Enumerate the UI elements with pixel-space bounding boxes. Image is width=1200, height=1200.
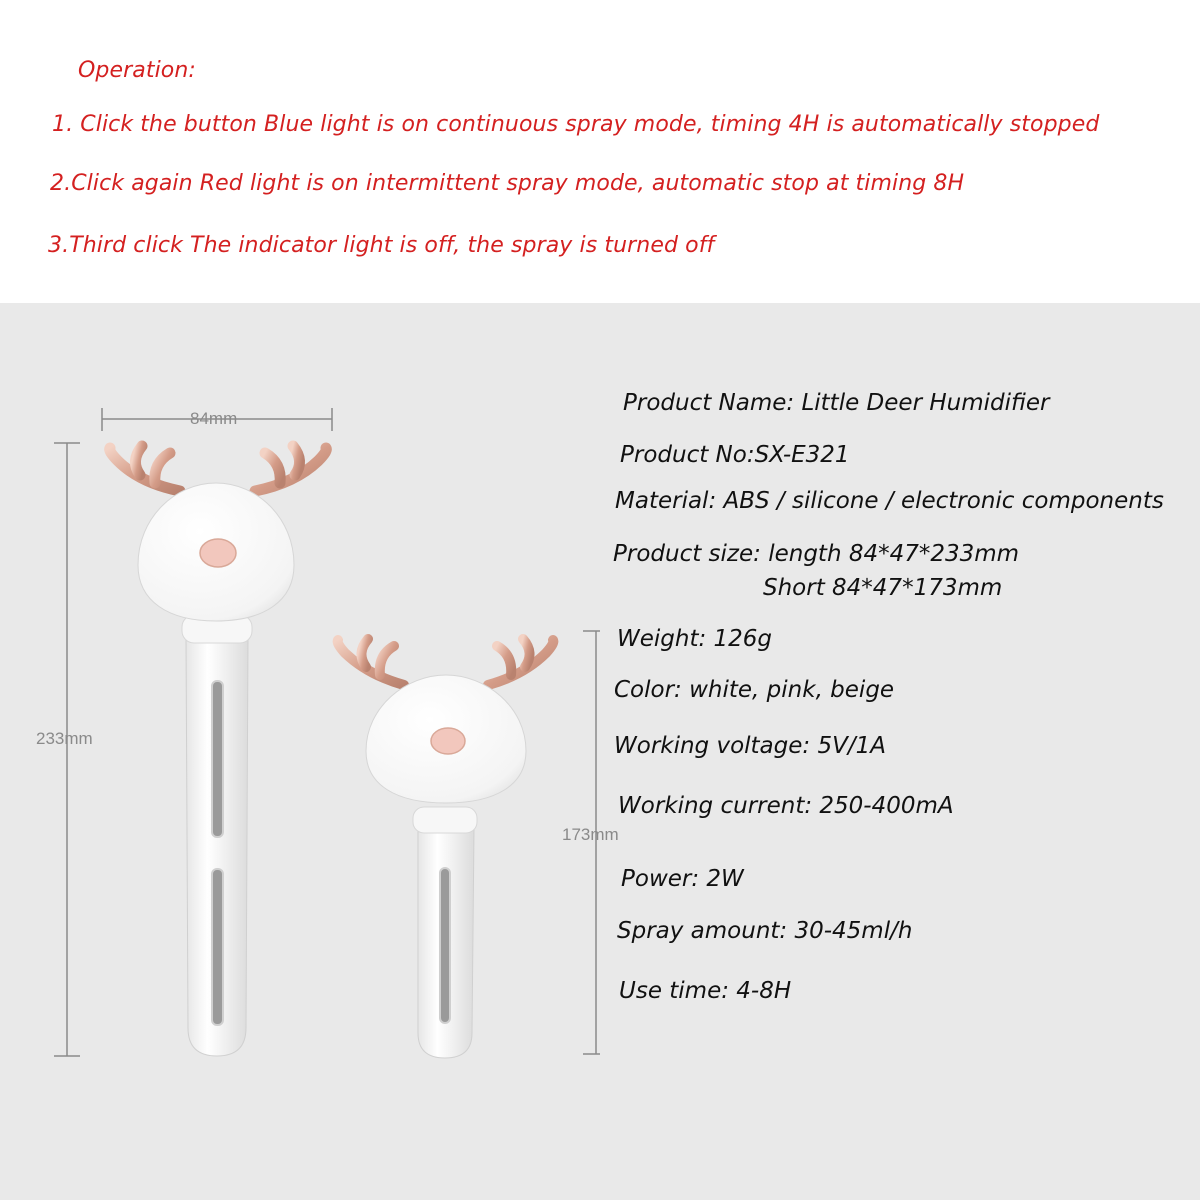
short-nose: [431, 728, 465, 754]
width-dimension-label: 84mm: [190, 409, 238, 428]
spec-current: Working current: 250-400mA: [618, 793, 954, 819]
operation-step-2: 2.Click again Red light is on intermittent spray mode, automatic stop at timing 8H: [50, 171, 965, 196]
spec-color: Color: white, pink, beige: [614, 677, 895, 703]
spec-size-short: Short 84*47*173mm: [763, 575, 1003, 601]
spec-power: Power: 2W: [621, 866, 744, 892]
product-illustration: [0, 303, 600, 1200]
tall-deer-humidifier: [110, 446, 327, 1056]
operation-heading: Operation:: [78, 58, 196, 83]
operation-step-3: 3.Third click The indicator light is off, the spray is turned off: [48, 233, 715, 258]
spec-product-name: Product Name: Little Deer Humidifier: [623, 390, 1050, 416]
tall-nose: [200, 539, 236, 567]
operation-panel: [0, 0, 1200, 303]
spec-use-time: Use time: 4-8H: [619, 978, 792, 1004]
tall-height-dimension: [54, 443, 80, 1056]
spec-spray: Spray amount: 30-45ml/h: [617, 918, 913, 944]
spec-weight: Weight: 126g: [617, 626, 773, 652]
spec-product-no: Product No:SX-E321: [620, 442, 850, 468]
short-deer-humidifier: [338, 639, 554, 1058]
spec-size-long: Product size: length 84*47*233mm: [613, 541, 1020, 567]
tall-height-label: 233mm: [36, 729, 93, 748]
operation-step-1: 1. Click the button Blue light is on continuous spray mode, timing 4H is automatically stopped: [52, 112, 1100, 137]
short-height-label: 173mm: [562, 825, 619, 844]
spec-voltage: Working voltage: 5V/1A: [614, 733, 886, 759]
spec-material: Material: ABS / silicone / electronic components: [615, 488, 1164, 514]
